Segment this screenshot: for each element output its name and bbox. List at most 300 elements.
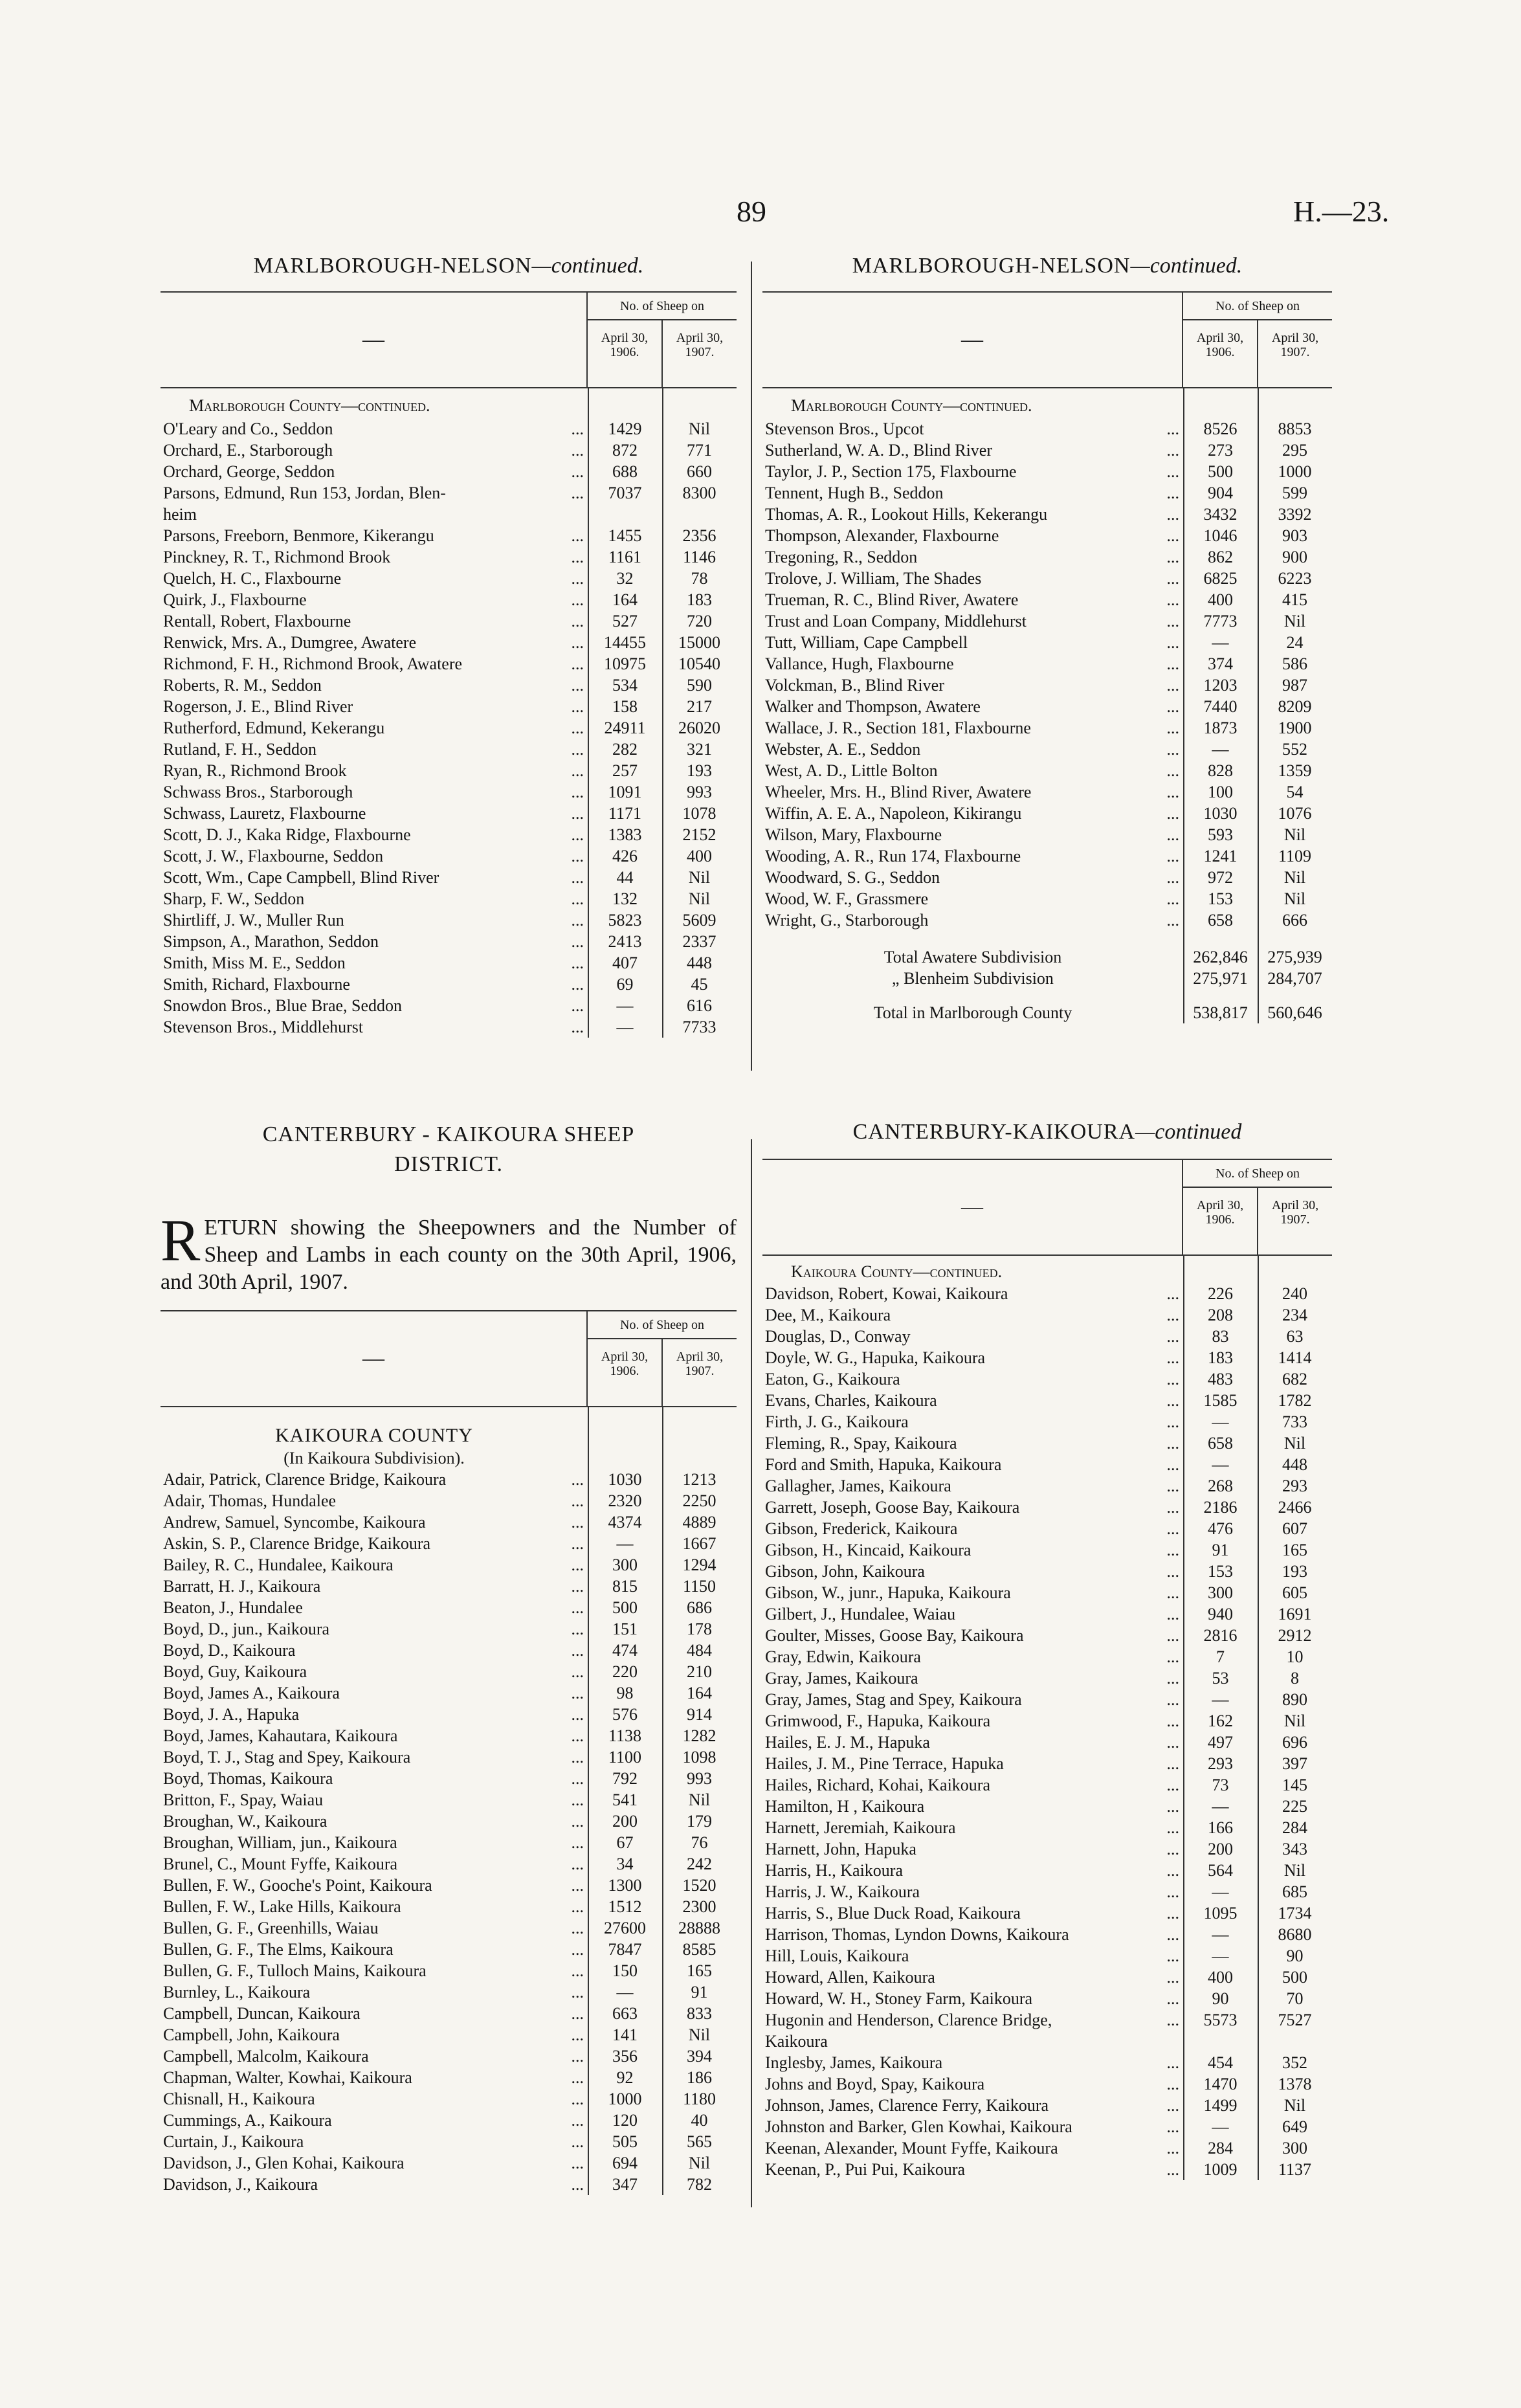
mn-left-table-header (161, 291, 737, 388)
owner-name: Barratt, H. J., Kaikoura ... (161, 1576, 588, 1597)
owner-name: Boyd, James, Kahautara, Kaikoura ... (161, 1725, 588, 1746)
owner-name: Gibson, W., junr., Hapuka, Kaikoura ... (762, 1582, 1183, 1603)
total-1906: 275,971 (1193, 969, 1248, 988)
sheep-1907: 771 (687, 441, 712, 460)
table-row (161, 2152, 737, 2174)
sheep-1906: 1095 (1203, 1904, 1238, 1923)
sheep-1906: — (1212, 1455, 1229, 1474)
sheep-1906: 208 (1208, 1306, 1233, 1324)
owner-name: Rentall, Robert, Flaxbourne ... (161, 610, 588, 632)
table-row (161, 1939, 737, 1960)
sheep-1906: 663 (612, 2004, 638, 2023)
table-row (762, 1561, 1332, 1582)
table-row (161, 546, 737, 568)
table-row (762, 1967, 1332, 1988)
sheep-1907: 7733 (682, 1018, 716, 1036)
col-1907-header: April 30, 1907. (661, 1339, 737, 1406)
sheep-1907: 63 (1286, 1327, 1304, 1346)
table-row (161, 1682, 737, 1704)
sheep-1906: 1161 (608, 548, 642, 566)
owner-name: Vallance, Hugh, Flaxbourne ... (762, 653, 1183, 674)
sheep-1907: 5609 (682, 911, 716, 930)
sheep-1906: 815 (612, 1577, 638, 1596)
sheep-1907: 590 (687, 676, 712, 695)
sheep-1907: 649 (1282, 2117, 1307, 2136)
total-1906: 262,846 (1193, 948, 1248, 966)
owner-name: Harris, J. W., Kaikoura ... (762, 1881, 1183, 1902)
owner-name: Wood, W. F., Grassmere ... (762, 888, 1183, 909)
owner-name: Wright, G., Starborough ... (762, 909, 1183, 931)
sheep-1906: 257 (612, 761, 638, 780)
table-row (161, 2131, 737, 2152)
mn-right-subhead: Marlborough County—continued. (791, 396, 1032, 415)
owner-name: Thomas, A. R., Lookout Hills, Kekerangu ... (762, 504, 1183, 525)
sheep-1906: 1383 (608, 825, 642, 844)
sheep-1907: Nil (1283, 868, 1306, 887)
sheep-1906: 100 (1208, 783, 1233, 801)
owner-name: Tregoning, R., Seddon ... (762, 546, 1183, 568)
sheep-1907: 10540 (678, 654, 720, 673)
sheep-1907: 394 (687, 2047, 712, 2066)
sheep-1906: 150 (612, 1961, 638, 1980)
sheep-1906: 183 (1208, 1348, 1233, 1367)
sheep-1906: 300 (612, 1555, 638, 1574)
table-row (762, 1411, 1332, 1433)
sheep-1906: 273 (1208, 441, 1233, 460)
sheep-1907: 660 (687, 462, 712, 481)
sheep-1906: 1138 (608, 1726, 642, 1745)
owner-name: Johns and Boyd, Spay, Kaikoura ... (762, 2073, 1183, 2095)
sheep-1906: 374 (1208, 654, 1233, 673)
sheep-1906: 7 (1216, 1647, 1225, 1666)
sheep-1906: 658 (1208, 911, 1233, 930)
sheep-1906: 407 (612, 953, 638, 972)
col-1907-header: April 30, 1907. (1257, 1188, 1332, 1254)
owner-name: Webster, A. E., Seddon ... (762, 739, 1183, 760)
table-row (161, 1661, 737, 1682)
sheep-1907: Nil (688, 2025, 711, 2044)
sheep-1906: 1009 (1203, 2160, 1238, 2179)
owner-name: Smith, Miss M. E., Seddon ... (161, 952, 588, 974)
ck-right-subhead: Kaikoura County—continued. (791, 1262, 1003, 1281)
sheep-1907: 2466 (1278, 1498, 1312, 1517)
sheep-1907: 2300 (682, 1897, 716, 1916)
table-row (161, 504, 737, 525)
sheep-1907: 682 (1282, 1370, 1307, 1388)
owner-name: Rutland, F. H., Seddon ... (161, 739, 588, 760)
table-row (161, 760, 737, 781)
sheep-1907: 448 (687, 953, 712, 972)
col-1907-header: April 30, 1907. (661, 320, 737, 387)
owner-name: Howard, Allen, Kaikoura ... (762, 1967, 1183, 1988)
table-row (161, 995, 737, 1016)
sheep-1906: 44 (616, 868, 634, 887)
table-row (762, 867, 1332, 888)
sheep-1906: 828 (1208, 761, 1233, 780)
owner-name: Britton, F., Spay, Waiau ... (161, 1789, 588, 1811)
sheep-1907: 1000 (1278, 462, 1312, 481)
sheep-1906: 162 (1208, 1711, 1233, 1730)
sheep-1906: 164 (612, 590, 638, 609)
table-row (762, 504, 1332, 525)
owner-name: Harnett, John, Hapuka ... (762, 1838, 1183, 1860)
sheep-1907: 54 (1286, 783, 1304, 801)
table-row (161, 1789, 737, 1811)
owner-name: Hailes, Richard, Kohai, Kaikoura ... (762, 1774, 1183, 1796)
sheep-1907: 193 (1282, 1562, 1307, 1581)
owner-name: Gray, James, Stag and Spey, Kaikoura ... (762, 1689, 1183, 1710)
table-row (161, 1853, 737, 1875)
owner-name: Hamilton, H , Kaikoura ... (762, 1796, 1183, 1817)
sheep-1906: 500 (1208, 462, 1233, 481)
sheep-1907: 607 (1282, 1519, 1307, 1538)
sheep-1906: 83 (1212, 1327, 1229, 1346)
owner-name: Wooding, A. R., Run 174, Flaxbourne ... (762, 845, 1183, 867)
owner-name: Ford and Smith, Hapuka, Kaikoura ... (762, 1454, 1183, 1475)
sheep-1907: Nil (1283, 1434, 1306, 1453)
sheep-1907: 165 (687, 1961, 712, 1980)
table-row (762, 1710, 1332, 1732)
owner-name: Stevenson Bros., Upcot ... (762, 418, 1183, 440)
sheep-1907: 1691 (1278, 1605, 1312, 1623)
owner-name: Boyd, Guy, Kaikoura ... (161, 1661, 588, 1682)
table-row (161, 867, 737, 888)
sheep-1907: 1137 (1278, 2160, 1312, 2179)
owner-name: Gibson, Frederick, Kaikoura ... (762, 1518, 1183, 1539)
owner-name: Hill, Louis, Kaikoura ... (762, 1945, 1183, 1967)
sheep-1907: 833 (687, 2004, 712, 2023)
owner-name: Roberts, R. M., Seddon ... (161, 674, 588, 696)
owner-name: Grimwood, F., Hapuka, Kaikoura ... (762, 1710, 1183, 1732)
table-row (762, 760, 1332, 781)
sheep-1907: 1782 (1278, 1391, 1312, 1410)
owner-name: Harris, H., Kaikoura ... (762, 1860, 1183, 1881)
sheep-1906: 2186 (1203, 1498, 1238, 1517)
table-row (762, 1433, 1332, 1454)
owner-name: Fleming, R., Spay, Kaikoura ... (762, 1433, 1183, 1454)
owner-name: Gray, James, Kaikoura ... (762, 1667, 1183, 1689)
sheep-1906: 862 (1208, 548, 1233, 566)
table-row (762, 1774, 1332, 1796)
sheep-count-header: No. of Sheep on (1183, 1160, 1332, 1188)
sheep-1907: 397 (1282, 1754, 1307, 1773)
sheep-1906: 872 (612, 441, 638, 460)
table-row (161, 1597, 737, 1618)
sheep-1906: 8526 (1203, 419, 1238, 438)
sheep-1907: 484 (687, 1641, 712, 1660)
table-row (161, 482, 737, 504)
table-row (161, 461, 737, 482)
table-row (161, 717, 737, 739)
owner-name: Gibson, John, Kaikoura ... (762, 1561, 1183, 1582)
sheep-1907: 666 (1282, 911, 1307, 930)
owner-name: Goulter, Misses, Goose Bay, Kaikoura ... (762, 1625, 1183, 1646)
sheep-1907: 7527 (1278, 2011, 1312, 2029)
sheep-1907: 145 (1282, 1776, 1307, 1794)
sheep-1906: 1203 (1203, 676, 1238, 695)
sheep-1906: 220 (612, 1662, 638, 1681)
sheep-1907: 8680 (1278, 1925, 1312, 1944)
table-row (762, 440, 1332, 461)
sheep-1906: 69 (616, 975, 634, 994)
sheep-1906: 2816 (1203, 1626, 1238, 1645)
table-row (762, 568, 1332, 589)
owner-name: Smith, Richard, Flaxbourne ... (161, 974, 588, 995)
owner-name: Boyd, D., Kaikoura ... (161, 1640, 588, 1661)
total-label: „ Blenheim Subdivision (892, 969, 1054, 988)
sheep-1907: 720 (687, 612, 712, 630)
table-row (762, 888, 1332, 909)
owner-name: Bullen, G. F., Greenhills, Waiau ... (161, 1917, 588, 1939)
sheep-1907: 1900 (1278, 719, 1312, 737)
sheep-1906: 1873 (1203, 719, 1238, 737)
owner-name: Chisnall, H., Kaikoura ... (161, 2088, 588, 2110)
name-column-header: — (961, 328, 983, 351)
sheep-1907 (1258, 2031, 1332, 2052)
sheep-1907: 164 (687, 1684, 712, 1702)
table-row (762, 632, 1332, 653)
table-row (161, 1917, 737, 1939)
table-row (762, 1881, 1332, 1902)
sheep-1906: 1171 (608, 804, 642, 823)
sheep-1907: 10 (1286, 1647, 1304, 1666)
table-row (762, 525, 1332, 546)
sheep-1907: 293 (1282, 1477, 1307, 1495)
sheep-1907: 179 (687, 1812, 712, 1831)
sheep-1906: 347 (612, 2175, 638, 2194)
sheep-1906: 497 (1208, 1733, 1233, 1752)
owner-name: Broughan, W., Kaikoura ... (161, 1811, 588, 1832)
sheep-1906: 476 (1208, 1519, 1233, 1538)
table-row (762, 1625, 1332, 1646)
table-row (161, 696, 737, 717)
table-row (762, 1454, 1332, 1475)
sheep-1906: 67 (616, 1833, 634, 1852)
mn-right-table-header (762, 291, 1332, 388)
sheep-1906: 5823 (608, 911, 642, 930)
owner-name: Orchard, E., Starborough ... (161, 440, 588, 461)
sheep-1907: 1378 (1278, 2075, 1312, 2093)
sheep-1906: 53 (1212, 1669, 1229, 1688)
sheep-1907: 415 (1282, 590, 1307, 609)
owner-name: Keenan, P., Pui Pui, Kaikoura ... (762, 2159, 1183, 2180)
sheep-1907: 1734 (1278, 1904, 1312, 1923)
sheep-1907: 448 (1282, 1455, 1307, 1474)
owner-name: Boyd, D., jun., Kaikoura ... (161, 1618, 588, 1640)
table-row (762, 1753, 1332, 1774)
sheep-1906: 24911 (604, 719, 646, 737)
owner-name: Ryan, R., Richmond Brook ... (161, 760, 588, 781)
ck-left-title: CANTERBURY - KAIKOURA SHEEP DISTRICT. (262, 1122, 635, 1176)
sheep-1907: 552 (1282, 740, 1307, 759)
table-row (762, 1988, 1332, 2009)
sheep-1906: 593 (1208, 825, 1233, 844)
table-row (762, 1497, 1332, 1518)
sheep-count-header: No. of Sheep on (1183, 293, 1332, 320)
sheep-1907: 685 (1282, 1882, 1307, 1901)
sheep-1906: 32 (616, 569, 634, 588)
sheep-1907: Nil (1283, 889, 1306, 908)
owner-name: Beaton, J., Hundalee ... (161, 1597, 588, 1618)
ck-right-table-header (762, 1159, 1332, 1256)
owner-name: Davidson, J., Glen Kohai, Kaikoura ... (161, 2152, 588, 2174)
total-1907: 284,707 (1267, 969, 1322, 988)
owner-name: Bailey, R. C., Hundalee, Kaikoura ... (161, 1554, 588, 1576)
table-row (762, 546, 1332, 568)
table-row (762, 845, 1332, 867)
sheep-1907: 1213 (682, 1470, 716, 1489)
sheep-1907: 225 (1282, 1797, 1307, 1816)
table-row (161, 888, 737, 909)
table-row (762, 2095, 1332, 2116)
owner-name: Broughan, William, jun., Kaikoura ... (161, 1832, 588, 1853)
owner-name: Bullen, G. F., The Elms, Kaikoura ... (161, 1939, 588, 1960)
sheep-1906: 792 (612, 1769, 638, 1788)
owner-name: Gallagher, James, Kaikoura ... (762, 1475, 1183, 1497)
sheep-1906: 483 (1208, 1370, 1233, 1388)
mn-right-table (762, 291, 1332, 1023)
sheep-1906: 1499 (1203, 2096, 1238, 2115)
table-row (762, 1368, 1332, 1390)
table-row (762, 717, 1332, 739)
owner-name: Kaikoura (765, 2032, 828, 2051)
owner-name: Bullen, F. W., Lake Hills, Kaikoura ... (161, 1896, 588, 1917)
mn-left-table-body (161, 388, 737, 1038)
table-row (762, 1796, 1332, 1817)
sheep-1907: 1359 (1278, 761, 1312, 780)
table-row (161, 1746, 737, 1768)
table-row (161, 931, 737, 952)
sheep-1906: 904 (1208, 484, 1233, 502)
sheep-1906: 73 (1212, 1776, 1229, 1794)
table-row (762, 1475, 1332, 1497)
table-row (161, 1618, 737, 1640)
document-code: H.—23. (1293, 195, 1390, 228)
sheep-1907: Nil (1283, 2096, 1306, 2115)
table-row (161, 1490, 737, 1511)
sheep-1906: 527 (612, 612, 638, 630)
table-row (762, 803, 1332, 824)
owner-name: West, A. D., Little Bolton ... (762, 760, 1183, 781)
table-row (161, 739, 737, 760)
sheep-1906: 98 (616, 1684, 634, 1702)
sheep-1907: 295 (1282, 441, 1307, 460)
sheep-1907: 2356 (682, 526, 716, 545)
sheep-1906: 658 (1208, 1434, 1233, 1453)
county-subheading: (In Kaikoura Subdivision). (283, 1449, 465, 1467)
sheep-1907: 1180 (682, 2090, 716, 2108)
sheep-1907: 28888 (678, 1919, 720, 1937)
table-row (161, 952, 737, 974)
sheep-1907: 903 (1282, 526, 1307, 545)
sheep-1907: 1282 (682, 1726, 716, 1745)
sheep-1907: 1667 (682, 1534, 716, 1553)
owner-name: Trolove, J. William, The Shades ... (762, 568, 1183, 589)
sheep-1906: 1100 (608, 1748, 642, 1767)
mn-right-title: MARLBOROUGH-NELSON—continued. (852, 254, 1243, 278)
table-row (161, 845, 737, 867)
owner-name: Eaton, G., Kaikoura ... (762, 1368, 1183, 1390)
table-row (161, 1511, 737, 1533)
ck-left-table-body (161, 1407, 737, 2195)
owner-name: Richmond, F. H., Richmond Brook, Awatere ... (161, 653, 588, 674)
column-divider-top (751, 262, 752, 1071)
mn-right-table-body (762, 388, 1332, 1023)
sheep-1906: 1585 (1203, 1391, 1238, 1410)
table-row (762, 1860, 1332, 1881)
table-row (762, 2052, 1332, 2073)
sheep-1907: 242 (687, 1855, 712, 1873)
sheep-1907: 300 (1282, 2139, 1307, 2157)
county-heading: KAIKOURA COUNTY (275, 1425, 473, 1446)
owner-name: Tutt, William, Cape Campbell ... (762, 632, 1183, 653)
owner-name: Bullen, F. W., Gooche's Point, Kaikoura ... (161, 1875, 588, 1896)
owner-name: Boyd, Thomas, Kaikoura ... (161, 1768, 588, 1789)
sheep-1907: 8209 (1278, 697, 1312, 716)
sheep-1907: 26020 (678, 719, 720, 737)
table-row (762, 674, 1332, 696)
sheep-1907: 15000 (678, 633, 720, 652)
table-row (161, 653, 737, 674)
sheep-1906: 972 (1208, 868, 1233, 887)
sheep-1907: 217 (687, 697, 712, 716)
sheep-count-header: No. of Sheep on (588, 293, 737, 320)
owner-name: Firth, J. G., Kaikoura ... (762, 1411, 1183, 1433)
table-row (161, 1016, 737, 1038)
table-row (161, 674, 737, 696)
sheep-1907: 586 (1282, 654, 1307, 673)
sheep-1906: 500 (612, 1598, 638, 1617)
owner-name: Gray, Edwin, Kaikoura ... (762, 1646, 1183, 1667)
table-row (161, 525, 737, 546)
sheep-1907: 565 (687, 2132, 712, 2151)
total-row (762, 946, 1332, 968)
sheep-1907: 1150 (682, 1577, 716, 1596)
sheep-1907: 1076 (1278, 804, 1312, 823)
table-row (762, 1390, 1332, 1411)
sheep-1907: 352 (1282, 2053, 1307, 2072)
total-row (762, 968, 1332, 989)
sheep-1906 (1183, 2031, 1258, 2052)
owner-name: Wilson, Mary, Flaxbourne ... (762, 824, 1183, 845)
table-row (161, 1640, 737, 1661)
sheep-1906: 400 (1208, 1968, 1233, 1987)
owner-name: Hailes, E. J. M., Hapuka ... (762, 1732, 1183, 1753)
sheep-1907: Nil (1283, 1861, 1306, 1880)
sheep-1907: 178 (687, 1620, 712, 1638)
sheep-1907: 993 (687, 783, 712, 801)
sheep-1907: 24 (1286, 633, 1304, 652)
owner-name: Curtain, J., Kaikoura ... (161, 2131, 588, 2152)
table-row (161, 2046, 737, 2067)
sheep-1907: 2337 (682, 932, 716, 951)
table-row (161, 974, 737, 995)
sheep-1906: 293 (1208, 1754, 1233, 1773)
sheep-1906: 91 (1212, 1541, 1229, 1559)
sheep-1907: 4889 (682, 1513, 716, 1532)
sheep-1906: 7037 (608, 484, 642, 502)
sheep-1907: 2250 (682, 1491, 716, 1510)
sheep-1906: 694 (612, 2154, 638, 2172)
mn-left-subhead: Marlborough County—continued. (189, 396, 430, 415)
sheep-1906: 426 (612, 847, 638, 865)
owner-name: Trueman, R. C., Blind River, Awatere ... (762, 589, 1183, 610)
sheep-1906: 226 (1208, 1284, 1233, 1303)
table-row (762, 1347, 1332, 1368)
owner-name: Garrett, Joseph, Goose Bay, Kaikoura ... (762, 1497, 1183, 1518)
owner-name: heim (163, 505, 197, 524)
owner-name: Thompson, Alexander, Flaxbourne ... (762, 525, 1183, 546)
